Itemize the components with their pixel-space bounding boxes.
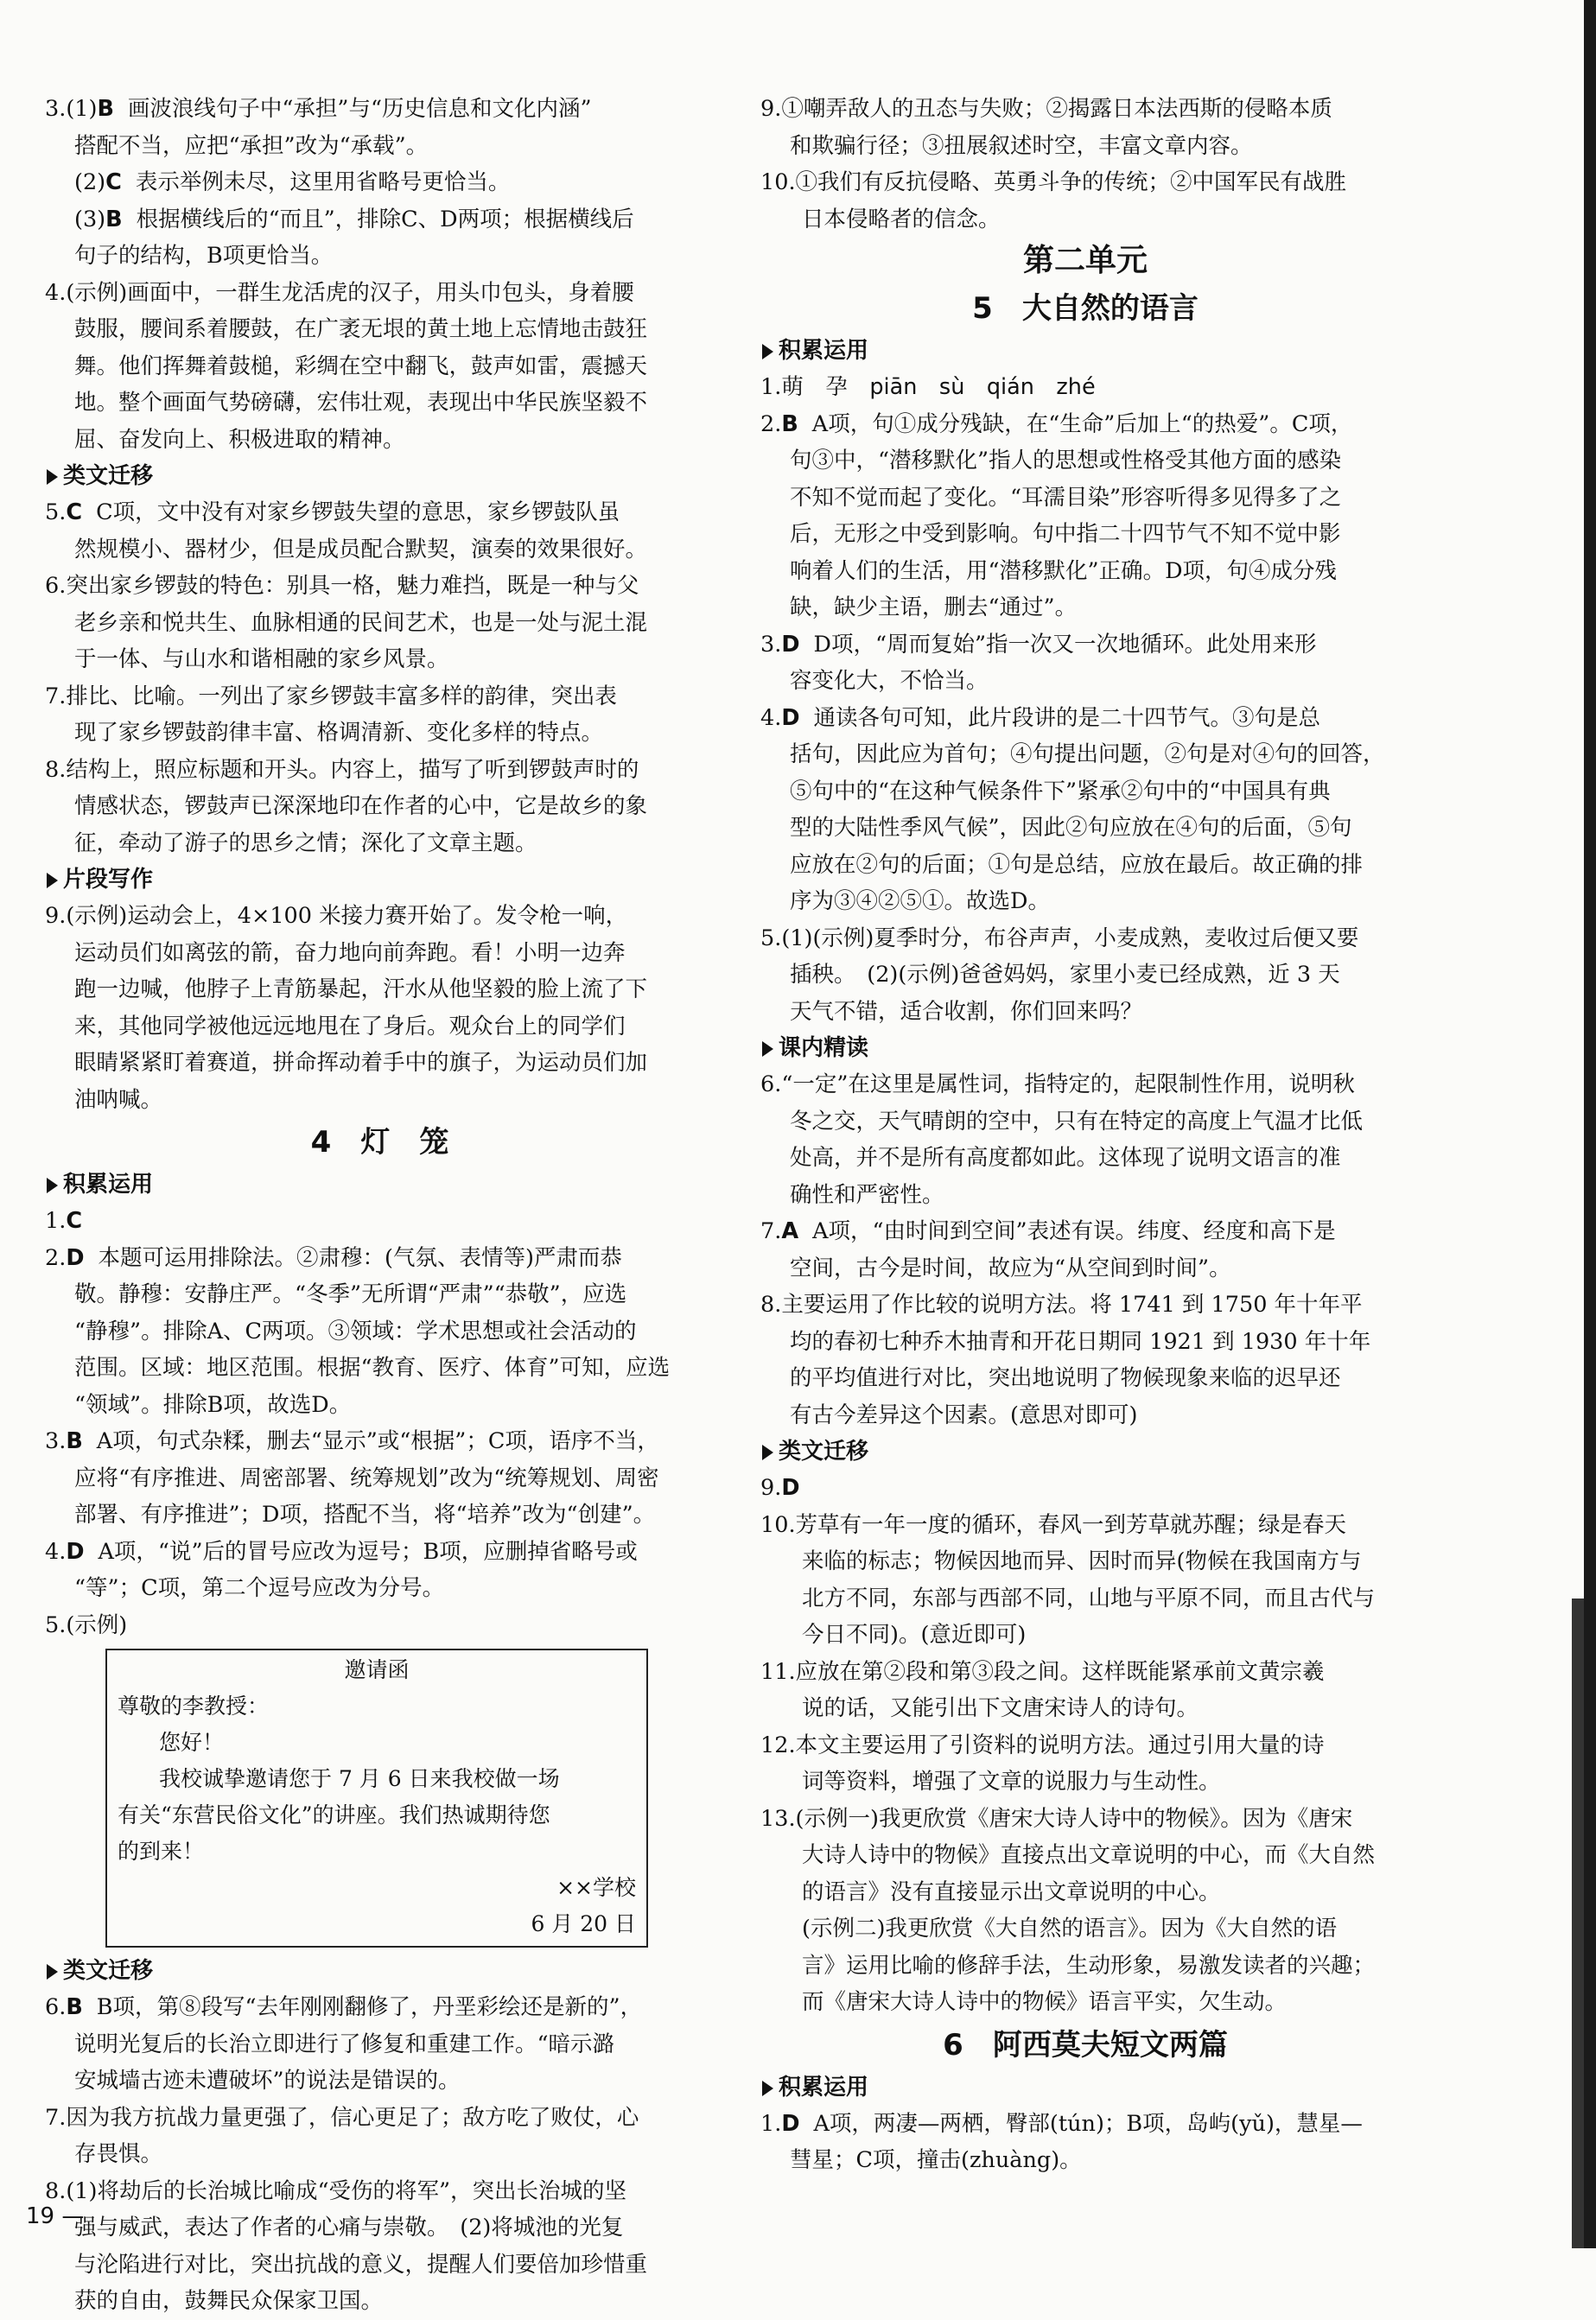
l5q1: 1.萌 孕 piān sù qián zhé <box>760 374 1096 400</box>
l4q2-line: “静穆”。排除A、C两项。③领域：学术思想或社会活动的 <box>74 1318 637 1344</box>
l5q4-line: 括句，因此应为首句；④句提出问题，②句是对④句的回答， <box>790 741 1385 767</box>
l4q6-line1: 6.B B项，第⑧段写“去年刚刚翻修了，丹垩彩绘还是新的”， <box>45 1994 643 2020</box>
letter-body: 我校诚挚邀请您于 7 月 6 日来我校做一场 <box>159 1766 560 1791</box>
right-column <box>760 91 1410 2179</box>
q4-line: 4.(示例)画面中，一群生龙活虎的汉子，用头巾包头，身着腰 <box>45 279 634 306</box>
letter-signature: ××学校 <box>556 1875 636 1900</box>
r10-line: 日本侵略者的信念。 <box>802 206 1001 232</box>
q9-line: 运动员们如离弦的箭，奋力地向前奔跑。看！小明一边奔 <box>74 939 626 966</box>
l6q1-line: 彗星；C项，撞击(zhuàng)。 <box>790 2147 1082 2173</box>
l5q13-line: 的语言》没有直接显示出文章说明的中心。 <box>802 1878 1221 1905</box>
l5q5-line: 插秧。 (2)(示例)爸爸妈妈，家里小麦已经成熟，近 3 天 <box>790 962 1340 988</box>
scan-edge-shadow <box>1584 0 1596 2248</box>
lesson6-title: 6 阿西莫夫短文两篇 <box>943 2027 1228 2063</box>
letter-hello: 您好！ <box>159 1730 225 1755</box>
page-number: 19 — <box>26 2203 85 2229</box>
q4-line: 舞。他们挥舞着鼓槌，彩绸在空中翻飞，鼓声如雷，震撼天 <box>74 353 648 379</box>
l5q2-line: 后，无形之中受到影响。句中指二十四节气不知不觉中影 <box>790 521 1341 547</box>
l5q13-line: 大诗人诗中的物候》直接点出文章说明的中心，而《大自然 <box>802 1842 1376 1868</box>
l5q4-line: 序为③④②⑤①。故选D。 <box>790 888 1050 914</box>
q9-line: 油呐喊。 <box>74 1086 163 1113</box>
section-kenei: 课内精读 <box>760 1030 1410 1066</box>
l5q2-line: 缺，缺少主语，删去“通过”。 <box>790 594 1078 620</box>
triangle-icon <box>762 344 773 359</box>
triangle-icon <box>762 2081 773 2096</box>
triangle-icon <box>47 873 58 888</box>
l4q3-line1: 3.B A项，句式杂糅，删去“显示”或“根据”；C项，语序不当， <box>45 1428 659 1454</box>
q8-line: 情感状态，锣鼓声已深深地印在作者的心中，它是故乡的象 <box>74 793 648 819</box>
l5q11-line: 说的话，又能引出下文唐宋诗人的诗句。 <box>802 1695 1199 1721</box>
q4-line: 鼓服，腰间系着腰鼓，在广袤无垠的黄土地上忘情地击鼓狂 <box>74 316 648 342</box>
lesson4-title: 4 灯 笼 <box>310 1125 449 1160</box>
l4q6-line: 说明光复后的长治立即进行了修复和重建工作。“暗示潞 <box>74 2031 615 2057</box>
l5q10-line: 北方不同，东部与西部不同，山地与平原不同，而且古代与 <box>802 1585 1376 1611</box>
l5q13-line: 言》运用比喻的修辞手法，生动形象，易激发读者的兴趣； <box>802 1952 1376 1979</box>
unit2-title: 第二单元 <box>1022 243 1148 278</box>
section-leiwen-2: 类文迁移 <box>45 1953 715 1989</box>
l5q4-line: ⑤句中的“在这种气候条件下”紧承②句中的“中国具有典 <box>790 778 1331 804</box>
q4-line: 屈、奋发向上、积极进取的精神。 <box>74 426 405 453</box>
q3-line1: 3.(1)B 画波浪线句子中“承担”与“历史信息和文化内涵” <box>45 96 592 122</box>
section-leiwen-1: 类文迁移 <box>45 458 715 494</box>
q8-line: 8.结构上，照应标题和开头。内容上，描写了听到锣鼓声时的 <box>45 756 639 783</box>
scan-edge-shadow <box>1572 1599 1584 2248</box>
l4q8-line: 强与威武，表达了作者的心痛与崇敬。 (2)将城池的光复 <box>74 2215 624 2241</box>
l5q3-line1: 3.D D项，“周而复始”指一次又一次地循环。此处用来形 <box>760 631 1317 658</box>
q9-line: 眼睛紧紧盯着赛道，拼命挥动着手中的旗子，为运动员们加 <box>74 1050 648 1076</box>
letter-date: 6 月 20 日 <box>531 1911 636 1936</box>
left-column <box>45 91 715 2320</box>
l5q6-line: 6.“一定”在这里是属性词，指特定的，起限制性作用，说明秋 <box>760 1071 1355 1097</box>
r9-line: 和欺骗行径；③扭展叙述时空，丰富文章内容。 <box>790 132 1253 159</box>
l4q2-line: “领域”。排除B项，故选D。 <box>74 1391 352 1418</box>
triangle-icon <box>762 1445 773 1460</box>
l4q3-line: 部署、有序推进”；D项，搭配不当，将“培养”改为“创建”。 <box>74 1502 656 1528</box>
l5q12-line: 12.本文主要运用了引资料的说明方法。通过引用大量的诗 <box>760 1732 1325 1758</box>
l4q4-line: “等”；C项，第二个逗号应改为分号。 <box>74 1575 445 1601</box>
l5q7-line: 空间，古今是时间，故应为“从空间到时间”。 <box>790 1255 1231 1281</box>
l5q13-line: 13.(示例一)我更欣赏《唐宋大诗人诗中的物候》。因为《唐宋 <box>760 1805 1353 1832</box>
l5q6-line: 确性和严密性。 <box>790 1181 944 1208</box>
l5q6-line: 处高，并不是所有高度都如此。这体现了说明文语言的准 <box>790 1145 1341 1171</box>
l4q8-line: 与沦陷进行对比，突出抗战的意义，提醒人们要倍加珍惜重 <box>74 2251 648 2278</box>
l5q2-line: 句③中，“潜移默化”指人的思想或性格受其他方面的感染 <box>790 448 1342 474</box>
q9-line: 来，其他同学被他远远地甩在了身后。观众台上的同学们 <box>74 1013 626 1039</box>
invitation-letter-box <box>105 1649 648 1948</box>
l5q11-line: 11.应放在第②段和第③段之间。这样既能紧承前文黄宗羲 <box>760 1658 1325 1685</box>
l5q3-line: 容变化大，不恰当。 <box>790 668 989 694</box>
l5q7-line1: 7.A A项，“由时间到空间”表述有误。纬度、经度和高下是 <box>760 1218 1336 1244</box>
l6q1-line1: 1.D A项，两凄—两栖，臀部(tún)；B项，岛屿(yǔ)，慧星— <box>760 2110 1363 2137</box>
q6-line: 老乡亲和悦共生、血脉相通的民间艺术，也是一处与泥土混 <box>74 609 648 636</box>
q3-line3: (2)C 表示举例未尽，这里用省略号更恰当。 <box>74 169 511 195</box>
q4-line: 地。整个画面气势磅礴，宏伟壮观，表现出中华民族坚毅不 <box>74 390 648 416</box>
l5q9: 9.D <box>760 1475 800 1501</box>
q9-line: 跑一边喊，他脖子上青筋暴起，汗水从他坚毅的脸上流了下 <box>74 976 648 1002</box>
l5q4-line: 型的大陆性季风气候”，因此②句应放在④句的后面，⑤句 <box>790 815 1352 841</box>
letter-body: 有关“东营民俗文化”的讲座。我们热诚期待您 <box>118 1802 550 1827</box>
q9-line: 9.(示例)运动会上，4×100 米接力赛开始了。发令枪一响， <box>45 903 628 929</box>
l5q2-line: 响着人们的生活，用“潜移默化”正确。D项，句④成分残 <box>790 557 1338 584</box>
l4q2-line1: 2.D 本题可运用排除法。②肃穆：(气氛、表情等)严肃而恭 <box>45 1244 622 1271</box>
section-leiwen-3: 类文迁移 <box>760 1433 1410 1470</box>
letter-greeting: 尊敬的李教授： <box>118 1694 270 1719</box>
q7-line: 现了家乡锣鼓韵律丰富、格调清新、变化多样的特点。 <box>74 720 604 746</box>
q6-line: 6.突出家乡锣鼓的特色：别具一格，魅力难挡，既是一种与父 <box>45 573 639 599</box>
l5q10-line: 来临的标志；物候因地而异、因时而异(物候在我国南方与 <box>802 1548 1362 1574</box>
l5q8-line: 有古今差异这个因素。(意思对即可) <box>790 1402 1138 1428</box>
r9-line: 9.①嘲弄敌人的丑态与失败；②揭露日本法西斯的侵略本质 <box>760 96 1332 122</box>
q3-line5: 句子的结构，B项更恰当。 <box>74 243 334 269</box>
q3-line4: (3)B 根据横线后的“而且”，排除C、D两项；根据横线后 <box>74 206 634 232</box>
l4q4-line1: 4.D A项，“说”后的冒号应改为逗号；B项，应删掉省略号或 <box>45 1538 638 1565</box>
l5q4-line: 应放在②句的后面；①句是总结，应放在最后。故正确的排 <box>790 851 1364 878</box>
l4q3-line: 应将“有序推进、周密部署、统筹规划”改为“统筹规划、周密 <box>74 1465 659 1491</box>
l4q1: 1.C <box>45 1208 83 1234</box>
l4q6-line: 安城墙古迹未遭破坏”的说法是错误的。 <box>74 2068 461 2094</box>
triangle-icon <box>762 1041 773 1057</box>
triangle-icon <box>47 469 58 485</box>
q8-line: 征，牵动了游子的思乡之情；深化了文章主题。 <box>74 829 537 856</box>
l4q7-line: 存畏惧。 <box>74 2141 163 2167</box>
l5q10-line: 今日不同)。(意近即可) <box>802 1622 1027 1648</box>
l4q8-line: 8.(1)将劫后的长治城比喻成“受伤的将军”，突出长治城的坚 <box>45 2177 627 2204</box>
l5q5-line: 天气不错，适合收割，你们回来吗？ <box>790 998 1143 1025</box>
q5-line2: 然规模小、器材少，但是成员配合默契，演奏的效果很好。 <box>74 536 648 563</box>
l5q8-line: 均的春初七种乔木抽青和开花日期同 1921 到 1930 年十年 <box>790 1328 1371 1355</box>
l5q2-line1: 2.B A项，句①成分残缺，在“生命”后加上“的热爱”。C项， <box>760 410 1353 437</box>
section-jilei-5: 积累运用 <box>760 333 1410 369</box>
letter-body: 的到来！ <box>118 1839 205 1864</box>
l5q6-line: 冬之交，天气晴朗的空中，只有在特定的高度上气温才比低 <box>790 1108 1364 1135</box>
section-jilei-4: 积累运用 <box>45 1166 715 1203</box>
q6-line: 于一体、与山水和谐相融的家乡风景。 <box>74 646 449 672</box>
q7-line: 7.排比、比喻。一列出了家乡锣鼓丰富多样的韵律，突出表 <box>45 683 617 709</box>
triangle-icon <box>47 1178 58 1193</box>
section-jilei-6: 积累运用 <box>760 2069 1410 2106</box>
l5q4-line1: 4.D 通读各句可知，此片段讲的是二十四节气。③句是总 <box>760 704 1321 731</box>
l5q5-line: 5.(1)(示例)夏季时分，布谷声声，小麦成熟，麦收过后便又要 <box>760 925 1359 951</box>
q3-line2: 搭配不当，应把“承担”改为“承载”。 <box>74 132 429 159</box>
l5q8-line: 的平均值进行对比，突出地说明了物候现象来临的迟早还 <box>790 1365 1341 1391</box>
l4q5: 5.(示例) <box>45 1611 128 1638</box>
letter-title: 邀请函 <box>344 1657 410 1682</box>
l4q2-line: 范围。区域：地区范围。根据“教育、医疗、体育”可知，应选 <box>74 1355 671 1381</box>
l4q8-line: 获的自由，鼓舞民众保家卫国。 <box>74 2288 384 2314</box>
section-pianduan: 片段写作 <box>45 861 715 898</box>
l5q12-line: 词等资料，增强了文章的说服力与生动性。 <box>802 1769 1221 1795</box>
l5q10-line: 10.芳草有一年一度的循环，春风一到芳草就苏醒；绿是春天 <box>760 1511 1347 1538</box>
l4q7-line: 7.因为我方抗战力量更强了，信心更足了；敌方吃了败仗，心 <box>45 2104 639 2131</box>
l5q13-line: (示例二)我更欣赏《大自然的语言》。因为《大自然的语 <box>802 1916 1338 1942</box>
l4q2-line: 敬。静穆：安静庄严。“冬季”无所谓“严肃”“恭敬”，应选 <box>74 1281 627 1307</box>
q5-line1: 5.C C项，文中没有对家乡锣鼓失望的意思，家乡锣鼓队虽 <box>45 499 620 525</box>
lesson5-title: 5 大自然的语言 <box>972 291 1199 326</box>
l5q8-line: 8.主要运用了作比较的说明方法。将 1741 到 1750 年十年平 <box>760 1292 1363 1318</box>
triangle-icon <box>47 1964 58 1980</box>
r10-line: 10.①我们有反抗侵略、英勇斗争的传统；②中国军民有战胜 <box>760 169 1347 195</box>
l5q2-line: 不知不觉而起了变化。“耳濡目染”形容听得多见得多了之 <box>790 484 1342 511</box>
l5q13-line: 而《唐宋大诗人诗中的物候》语言平实，欠生动。 <box>802 1989 1288 2015</box>
